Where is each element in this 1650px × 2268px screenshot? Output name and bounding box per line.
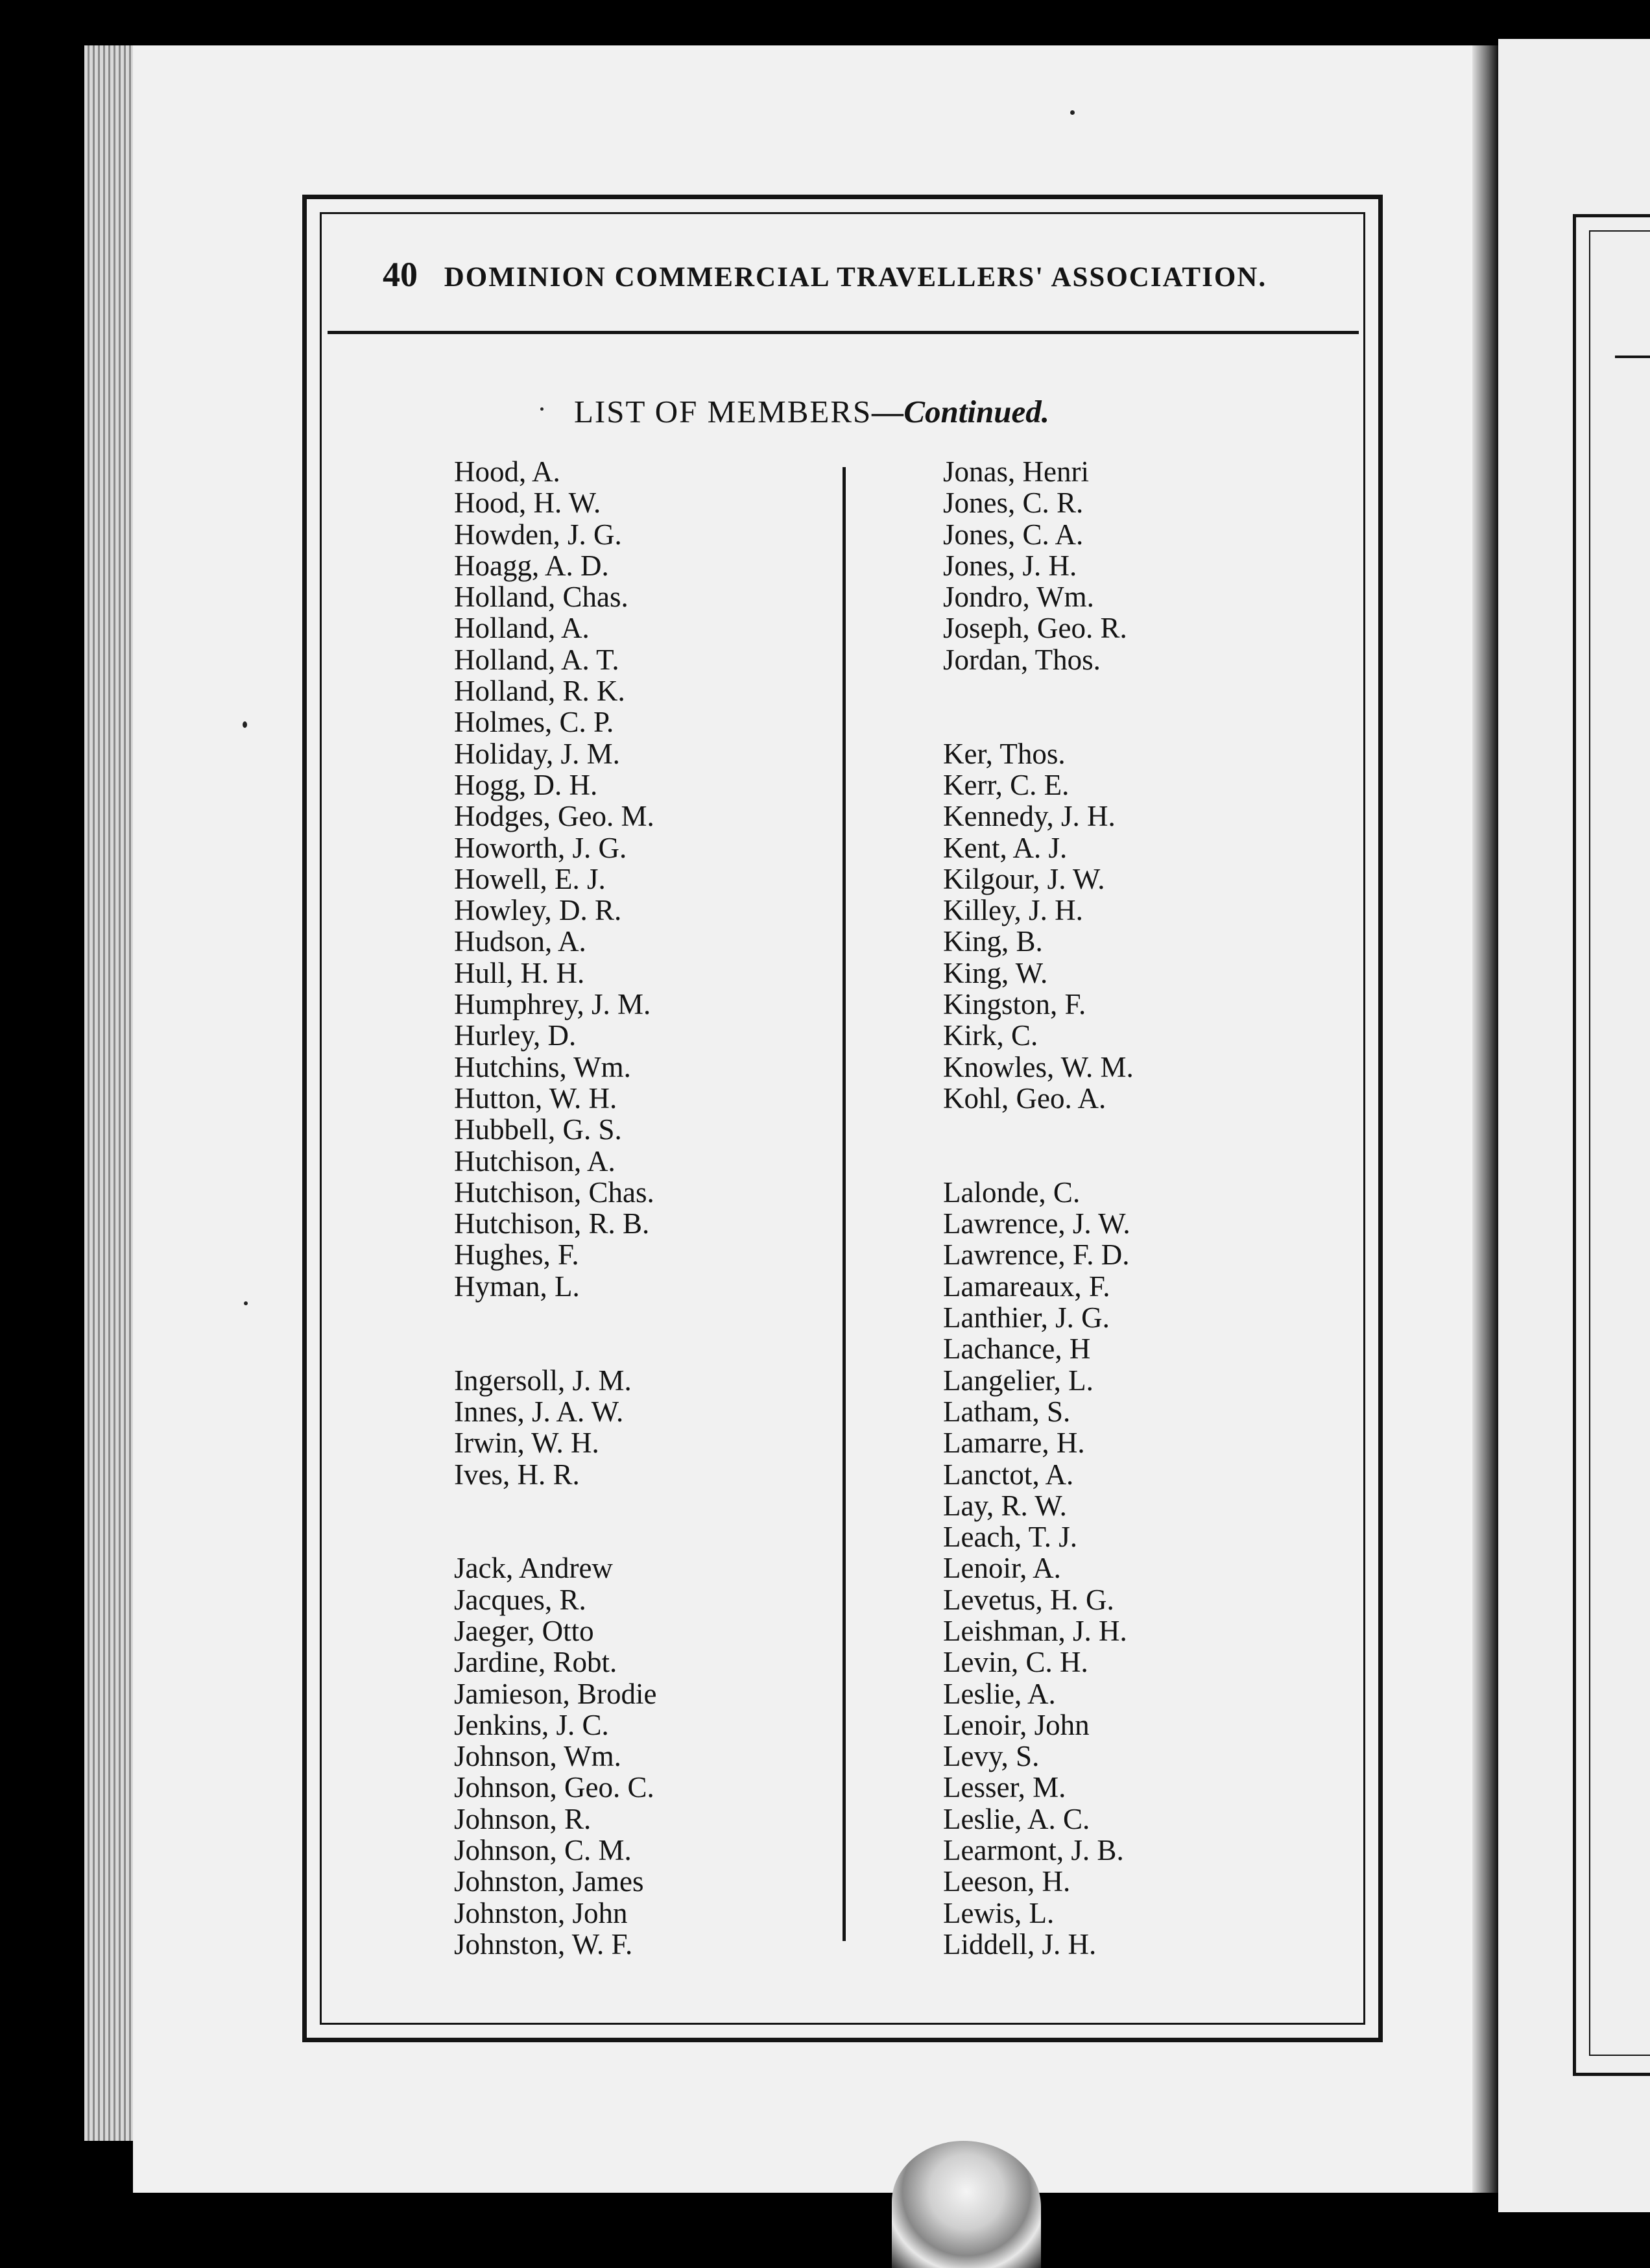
member-name: Hodges, Geo. M.	[454, 800, 654, 833]
member-name: Lay, R. W.	[943, 1489, 1067, 1522]
member-name: Ker, Thos.	[943, 737, 1066, 770]
section-title	[574, 389, 1049, 435]
column-spacer	[454, 1333, 656, 1364]
member-name: Jamieson, Brodie	[454, 1677, 657, 1710]
member-name: Levin, C. H.	[943, 1646, 1088, 1679]
member-name: Johnston, James	[454, 1865, 644, 1898]
member-name: Johnson, C. M.	[454, 1834, 632, 1867]
book-gutter	[1472, 45, 1498, 2193]
member-name: Leslie, A.	[943, 1677, 1056, 1710]
member-name: Howley, D. R.	[454, 894, 622, 927]
member-name: Holland, Chas.	[454, 581, 628, 614]
member-name: Johnson, Geo. C.	[454, 1771, 654, 1804]
member-name: Lenoir, A.	[943, 1552, 1061, 1585]
member-name: Liddell, J. H.	[943, 1927, 1097, 1960]
member-name: Lanctot, A.	[943, 1458, 1074, 1491]
member-name: Jack, Andrew	[454, 1552, 613, 1585]
member-name: Jardine, Robt.	[454, 1646, 617, 1679]
member-name: Jones, J. H.	[943, 549, 1077, 582]
member-name: Holiday, J. M.	[454, 737, 620, 770]
member-name: Lanthier, J. G.	[943, 1301, 1110, 1334]
ink-speck	[244, 1301, 248, 1305]
member-name: Kennedy, J. H.	[943, 800, 1116, 833]
member-name: Hutchison, Chas.	[454, 1176, 654, 1209]
member-name: Leeson, H.	[943, 1865, 1071, 1898]
column-spacer	[943, 1146, 1134, 1177]
member-name: Humphrey, J. M.	[454, 988, 651, 1021]
member-name: Hood, H. W.	[454, 487, 601, 520]
member-name: Irwin, W. H.	[454, 1427, 599, 1460]
column-spacer	[943, 706, 1134, 738]
member-name: Langelier, L.	[943, 1364, 1094, 1397]
member-name: Jacques, R.	[454, 1583, 586, 1616]
column-spacer	[454, 1521, 656, 1552]
member-name: Johnston, W. F.	[454, 1927, 633, 1960]
member-name: Jenkins, J. C.	[454, 1708, 609, 1741]
member-name: Jordan, Thos.	[943, 643, 1101, 676]
ink-speck	[243, 721, 247, 728]
member-name: Lewis, L.	[943, 1896, 1055, 1929]
column-spacer	[943, 1114, 1134, 1145]
member-name: Innes, J. A. W.	[454, 1395, 624, 1428]
member-name: Levetus, H. G.	[943, 1583, 1114, 1616]
member-name: Kilgour, J. W.	[943, 862, 1105, 895]
member-name: Kent, A. J.	[943, 831, 1068, 864]
section-continued: —Continued.	[872, 394, 1049, 429]
column-divider	[843, 467, 846, 1941]
member-name: Jondro, Wm.	[943, 581, 1094, 614]
member-name: Lalonde, C.	[943, 1176, 1081, 1209]
member-name: Knowles, W. M.	[943, 1050, 1134, 1083]
member-name: Howden, J. G.	[454, 518, 622, 551]
member-name: Lawrence, F. D.	[943, 1238, 1130, 1272]
member-name: Leishman, J. H.	[943, 1614, 1127, 1647]
member-name: Holmes, C. P.	[454, 706, 614, 739]
section-title-text: LIST OF MEMBERS	[574, 394, 872, 429]
member-name: Lachance, H	[943, 1333, 1091, 1366]
running-title: DOMINION COMMERCIAL TRAVELLERS' ASSOCIATION.	[444, 262, 1267, 293]
member-name: Jonas, Henri	[943, 455, 1089, 488]
member-name: Jaeger, Otto	[454, 1614, 594, 1647]
member-name: Levy, S.	[943, 1740, 1040, 1773]
member-name: Kingston, F.	[943, 988, 1086, 1021]
running-header	[383, 252, 1304, 297]
member-name: Ives, H. R.	[454, 1458, 580, 1491]
member-name: Hull, H. H.	[454, 956, 585, 989]
member-name: Howorth, J. G.	[454, 831, 627, 864]
member-name: Leslie, A. C.	[943, 1802, 1090, 1835]
member-name: Leach, T. J.	[943, 1521, 1078, 1554]
member-name: Lawrence, J. W.	[943, 1207, 1130, 1240]
member-name: Jones, C. A.	[943, 518, 1084, 551]
member-name: Joseph, Geo. R.	[943, 612, 1127, 645]
member-name: Lamarre, H.	[943, 1427, 1085, 1460]
member-name: King, B.	[943, 925, 1043, 958]
member-name: Kerr, C. E.	[943, 768, 1070, 801]
member-name: Hoagg, A. D.	[454, 549, 609, 582]
ink-speck	[540, 407, 544, 411]
member-name: Lenoir, John	[943, 1708, 1090, 1741]
column-spacer	[454, 1302, 656, 1333]
facing-page-header-rule	[1615, 356, 1650, 358]
member-name: Johnson, R.	[454, 1802, 592, 1835]
member-name: Hyman, L.	[454, 1270, 580, 1303]
member-name: Hutchins, Wm.	[454, 1050, 631, 1083]
facing-page-inner-frame	[1589, 230, 1650, 2056]
member-name: Hurley, D.	[454, 1019, 577, 1052]
member-name: Kirk, C.	[943, 1019, 1038, 1052]
member-name: Lamareaux, F.	[943, 1270, 1110, 1303]
member-name: Latham, S.	[943, 1395, 1071, 1428]
member-name: Hutchison, R. B.	[454, 1207, 650, 1240]
member-name: Johnson, Wm.	[454, 1740, 621, 1773]
member-name: Hutchison, A.	[454, 1144, 616, 1177]
member-name: Ingersoll, J. M.	[454, 1364, 632, 1397]
ink-speck	[1070, 110, 1075, 115]
member-name: Holland, A. T.	[454, 643, 619, 676]
member-name: Hood, A.	[454, 455, 560, 488]
page-number: 40	[383, 255, 418, 294]
member-name: Holland, R. K.	[454, 675, 625, 708]
member-name: Hudson, A.	[454, 925, 586, 958]
member-name: Hutton, W. H.	[454, 1081, 617, 1115]
member-name: Killey, J. H.	[943, 894, 1083, 927]
member-name: Hogg, D. H.	[454, 768, 598, 801]
member-name: Hubbell, G. S.	[454, 1113, 622, 1146]
member-name: Jones, C. R.	[943, 487, 1084, 520]
member-name: Johnston, John	[454, 1896, 628, 1929]
member-name: King, W.	[943, 956, 1048, 989]
column-spacer	[943, 675, 1134, 706]
member-name: Learmont, J. B.	[943, 1834, 1124, 1867]
member-name: Holland, A.	[454, 612, 590, 645]
member-name: Howell, E. J.	[454, 862, 606, 895]
header-rule	[328, 331, 1359, 334]
column-spacer	[454, 1490, 656, 1521]
binding-stamp	[892, 2141, 1041, 2268]
member-name: Kohl, Geo. A.	[943, 1081, 1106, 1115]
member-name: Lesser, M.	[943, 1771, 1066, 1804]
members-column-right	[943, 456, 1134, 1960]
members-column-left	[454, 456, 656, 1960]
member-name: Hughes, F.	[454, 1238, 579, 1272]
